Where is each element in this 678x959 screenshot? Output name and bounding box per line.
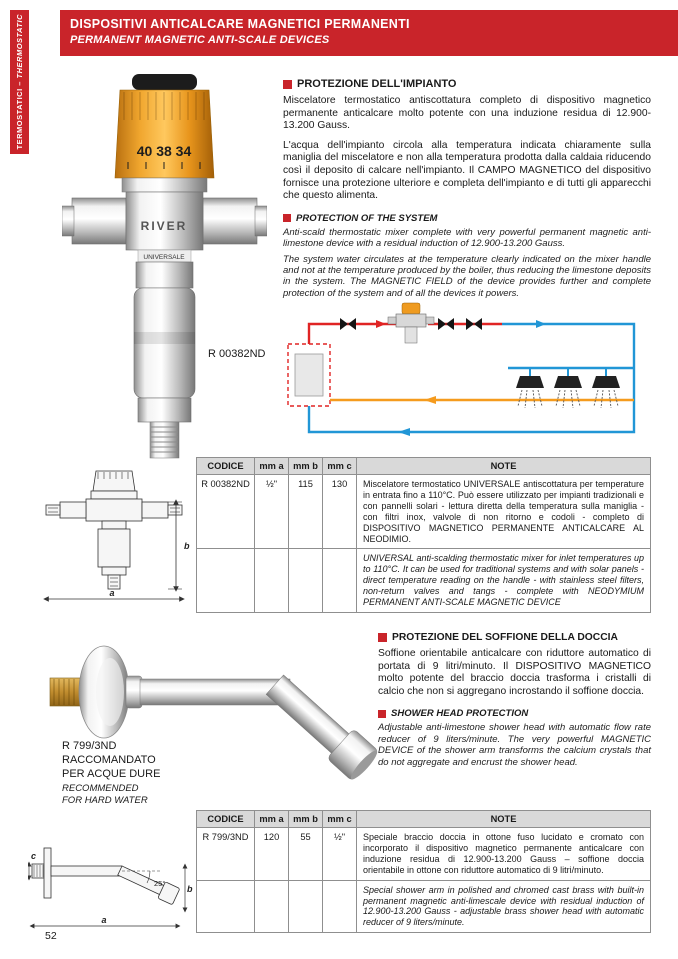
red-square-bullet-icon xyxy=(283,214,291,222)
product-code-shower: R 799/3ND xyxy=(62,740,117,752)
table-row xyxy=(197,828,651,881)
cell-mm-b: 55 xyxy=(289,828,323,881)
mixer-brand-text: RIVER xyxy=(140,219,188,233)
dim-label-a: a xyxy=(109,588,115,598)
valve-icon xyxy=(348,318,356,330)
section-shower-protection xyxy=(378,632,651,772)
red-square-bullet-icon xyxy=(378,710,386,718)
flow-arrow-icon xyxy=(398,428,410,436)
red-square-bullet-icon xyxy=(378,633,387,642)
page-number: 52 xyxy=(45,930,57,942)
cell-empty xyxy=(323,549,357,613)
mixer-union-right xyxy=(203,198,257,244)
valve-icon xyxy=(438,318,446,330)
category-tab-label xyxy=(15,14,24,149)
red-square-bullet-icon xyxy=(283,80,292,89)
cell-codice: R 00382ND xyxy=(197,475,255,549)
cell-note-it: Speciale braccio doccia in ottone fuso lucidato e cromato con incorporato il dispositivo magnetico permanente anticalcare con induzione residua di 12.900-13.200 Gauss – soffione doccia orientabile in ottone con riduttore automatico di 9 litri/minuto. xyxy=(357,828,651,881)
table-header-row xyxy=(197,458,651,475)
column-header-codice: CODICE xyxy=(197,458,255,475)
paragraph-it-system-1: Miscelatore termostatico antiscottatura completo di dispositivo magnetico permanente anticalcare molto potente con una induzione residua di 12.900-13.200 Gauss. xyxy=(283,95,651,132)
table-row xyxy=(197,549,651,613)
heading-it-shower-label: PROTEZIONE DEL SOFFIONE DELLA DOCCIA xyxy=(392,632,618,643)
magnetic-device-band xyxy=(134,332,195,344)
system-schematic-diagram xyxy=(278,300,650,458)
shower-product-label xyxy=(62,739,222,806)
dim-label-a: a xyxy=(101,915,107,925)
table-header-row xyxy=(197,811,651,828)
valve-icon xyxy=(474,318,482,330)
cell-empty xyxy=(255,549,289,613)
heading-en-system xyxy=(283,213,651,224)
cell-codice: R 799/3ND xyxy=(197,828,255,881)
flow-arrow-icon xyxy=(536,320,546,328)
cell-empty xyxy=(289,549,323,613)
mixer-dial-numbers: 40 38 34 xyxy=(136,143,192,159)
cell-empty xyxy=(289,880,323,933)
mixer-cap-top xyxy=(132,74,197,90)
mixer-label-text: UNIVERSALE xyxy=(143,254,185,261)
column-header-mm-c: mm c xyxy=(323,811,357,828)
mixer-tail-right xyxy=(255,206,267,236)
flow-arrow-icon xyxy=(376,320,386,328)
mixer-collar xyxy=(122,178,207,192)
product-code-mixer: R 00382ND xyxy=(208,348,266,360)
recommended-en-1: RECOMMENDED xyxy=(62,783,139,794)
mixer-tail-left xyxy=(62,206,74,236)
page-header xyxy=(60,10,678,56)
mixer-union-left xyxy=(72,198,126,244)
table-row xyxy=(197,880,651,933)
column-header-mm-a: mm a xyxy=(255,811,289,828)
shower-arm-elbow xyxy=(261,670,378,783)
cell-note-en: Special shower arm in polished and chromed cast brass with built-in permanent magnetic anti-limescale device with residual induction of 12.900-13.200 Gauss - adjustable brass shower head with automatic reducer of 9 liters/minute. xyxy=(357,880,651,933)
cell-mm-a: ½" xyxy=(255,475,289,549)
shower-arm-dimension-drawing xyxy=(28,826,193,938)
page-title: DISPOSITIVI ANTICALCARE MAGNETICI PERMANENTI xyxy=(70,17,410,31)
section-system-protection xyxy=(283,78,651,303)
column-header-note: NOTE xyxy=(357,458,651,475)
table-row xyxy=(197,475,651,549)
cell-note-it: Miscelatore termostatico UNIVERSALE antiscottatura per temperature in entrata fino a 110°C. Può essere utilizzato per impianti tradizionali e con pannelli solari - lettura diretta della temperatura sulla maniglia - con filtri inox, valvole di non ritorno e codoli - completo di DISPOSITIVO MAGNETICO PERMANENTE ANTICALCARE AL NEODIMIO. xyxy=(357,475,651,549)
mixer-product-photo xyxy=(62,60,267,465)
heading-en-shower xyxy=(378,708,651,719)
dim-label-b: b xyxy=(187,884,193,894)
mixer-symbol xyxy=(388,303,434,343)
shower-symbols xyxy=(516,368,620,408)
paragraph-en-system-2: The system water circulates at the temperature clearly indicated on the mixer handle and not at the temperature produced by the boiler, thus reducing the limestone deposits in the system. The MAGNETIC FIELD of the device provides further and complete protection of the system and of all the devices it powers. xyxy=(283,253,651,299)
arm-coupler xyxy=(126,676,142,708)
shower-head-icon xyxy=(554,368,582,408)
spec-table-shower xyxy=(196,810,651,933)
valve-icon xyxy=(340,318,348,330)
cold-water-pipe xyxy=(309,324,634,432)
paragraph-en-shower: Adjustable anti-limestone shower head with automatic flow rate reducer of 9 liters/minute. The very powerful MAGNETIC DEVICE of the shower arm transforms the calcium crystals that do not aggregate and encrust the shower head. xyxy=(378,722,651,768)
mixer-hex-nut-upper xyxy=(136,262,193,288)
shower-elbow-outline xyxy=(116,862,180,905)
wall-flange-highlight xyxy=(96,658,124,726)
paragraph-it-system-2: L'acqua dell'impianto circola alla temperatura indicata chiaramente sulla maniglia del miscelatore e non alla temperatura prodotta dalla caldaia riducendo così il deposito di calcare nell'impianto. Il CAMPO MAGNETICO del dispositivo fornisce una protezione ulteriore e completa dell'impianto e di tutti gli apparecchi che questo alimenta. xyxy=(283,139,651,202)
heading-it-shower xyxy=(378,632,651,643)
column-header-mm-c: mm c xyxy=(323,458,357,475)
recommended-it-2: PER ACQUE DURE xyxy=(62,768,161,780)
shower-head-icon xyxy=(516,368,544,408)
valve-icon xyxy=(466,318,474,330)
paragraph-it-shower: Soffione orientabile anticalcare con riduttore automatico di portata di 9 litri/minuto. Il DISPOSITIVO MAGNETICO molto potente del braccio doccia trasforma i cristalli di calcio che non si aggregano incrostando il soffione doccia. xyxy=(378,648,651,697)
recommended-en xyxy=(62,783,222,806)
shower-head-icon xyxy=(592,368,620,408)
column-header-note: NOTE xyxy=(357,811,651,828)
recommended-it-1: RACCOMANDATO xyxy=(62,754,156,766)
mixer-dimension-drawing xyxy=(36,465,194,607)
category-tab xyxy=(10,10,29,154)
cell-mm-c: ½" xyxy=(323,828,357,881)
category-label-en: THERMOSTATIC xyxy=(15,14,24,79)
heading-en-system-label: PROTECTION OF THE SYSTEM xyxy=(296,212,438,224)
boiler-inner-box xyxy=(295,354,323,396)
cell-empty xyxy=(197,880,255,933)
shower-arm-tube xyxy=(140,679,290,705)
cell-empty xyxy=(255,880,289,933)
column-header-mm-b: mm b xyxy=(289,811,323,828)
category-label-it: TERMOSTATICI – xyxy=(15,81,24,150)
dim-label-c: c xyxy=(31,851,37,861)
heading-it-system xyxy=(283,78,651,90)
cell-mm-a: 120 xyxy=(255,828,289,881)
cell-mm-b: 115 xyxy=(289,475,323,549)
spec-table-mixer xyxy=(196,457,651,613)
mixer-outline xyxy=(46,471,182,589)
recommended-en-2: FOR HARD WATER xyxy=(62,794,148,806)
cell-empty xyxy=(323,880,357,933)
mixer-hex-nut-lower xyxy=(138,398,191,422)
shower-arm-outline xyxy=(32,848,122,898)
column-header-mm-a: mm a xyxy=(255,458,289,475)
angle-label: 25° xyxy=(154,879,166,888)
heading-en-shower-label: SHOWER HEAD PROTECTION xyxy=(391,708,529,720)
cell-mm-c: 130 xyxy=(323,475,357,549)
paragraph-en-system-1: Anti-scald thermostatic mixer complete with very powerful permanent magnetic anti-limestone device with a residual induction of 12.900-13.200 Gauss. xyxy=(283,226,651,250)
cell-empty xyxy=(197,549,255,613)
dim-label-b: b xyxy=(184,541,190,551)
heading-it-system-label: PROTEZIONE DELL'IMPIANTO xyxy=(297,78,457,90)
page-subtitle: PERMANENT MAGNETIC ANTI-SCALE DEVICES xyxy=(70,34,330,46)
column-header-codice: CODICE xyxy=(197,811,255,828)
column-header-mm-b: mm b xyxy=(289,458,323,475)
flow-arrow-icon xyxy=(424,396,436,404)
cell-note-en: UNIVERSAL anti-scalding thermostatic mixer for inlet temperatures up to 110°C. It can be used for traditional systems and with solar panels - direct temperature reading on the handle - with stainless steel filters, non-return valves and tangs - complete with NEODYMIUM PERMANENT ANTI-SCALE MAGNETIC DEVICE xyxy=(357,549,651,613)
valve-icon xyxy=(446,318,454,330)
